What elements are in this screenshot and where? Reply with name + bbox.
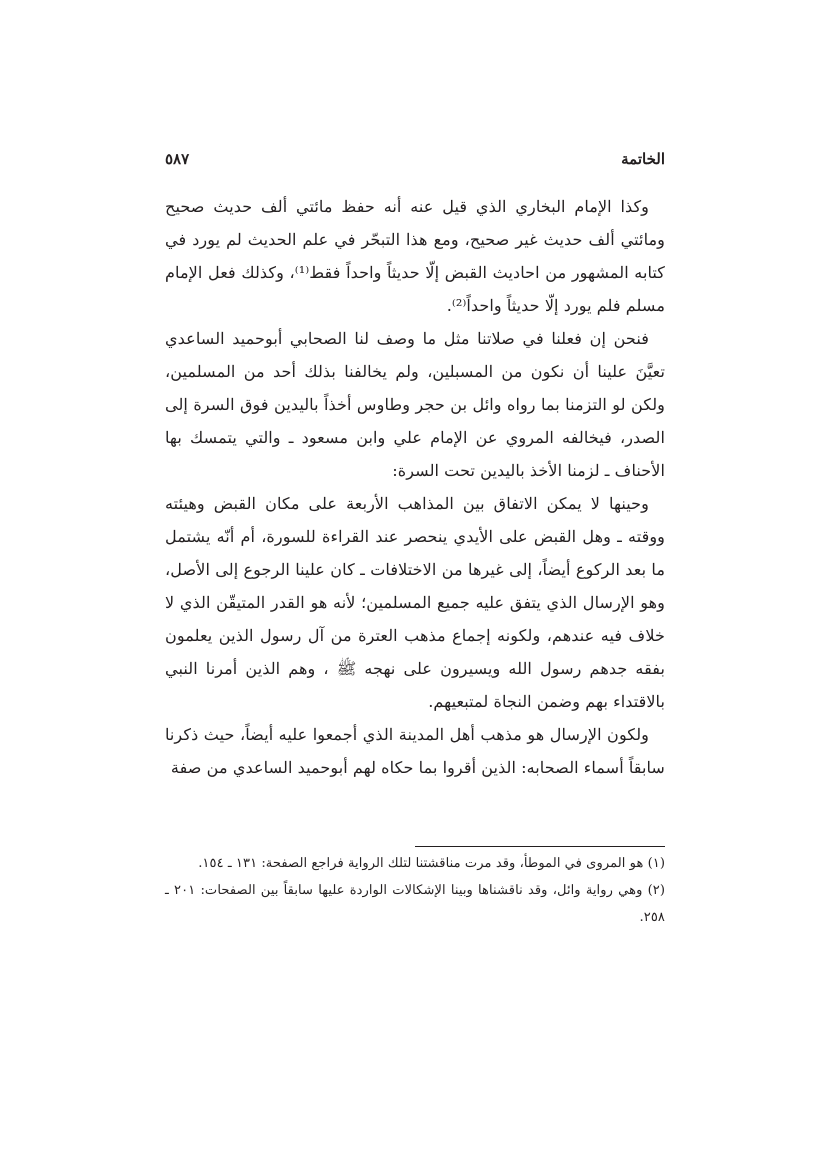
running-header (165, 150, 665, 180)
paragraph: وكذا الإمام البخاري الذي قيل عنه أنه حفظ مائتي ألف حديث صحيح ومائتي ألف حديث غير صحيح، ومع هذا التبحّر في علم الحديث لم يورد في كتابه المشهور من احاديث القبض إلّا حديثاً واحداً فقط⁽¹⁾، وكذلك فعل الإمام مسلم فلم يورد إلّا حديثاً واحداً⁽²⁾. (165, 197, 665, 315)
footnote: (١) هو المروى في الموطأ، وقد مرت مناقشتنا لتلك الرواية فراجع الصفحة: ١٣١ ـ ١٥٤. (198, 856, 665, 871)
page (165, 150, 665, 784)
body-text (165, 190, 665, 784)
paragraph: فنحن إن فعلنا في صلاتنا مثل ما وصف لنا الصحابي أبوحميد الساعدي تعيَّنَ علينا أن نكون من المسبلين، ولم يخالفنا بذلك أحد من المسلمين، ولكن لو التزمنا بما رواه وائل بن حجر وطاوس أخذاً باليدين فوق السرة إلى الصدر، فيخالفه المروي عن الإمام علي وابن مسعود ـ والتي يتمسك بها الأحناف ـ لزمنا الأخذ باليدين تحت السرة: (165, 329, 665, 480)
footnotes (165, 850, 665, 931)
paragraph: ولكون الإرسال هو مذهب أهل المدينة الذي أجمعوا عليه أيضاً، حيث ذكرنا سابقاً أسماء الصحابه: الذين أقروا بما حكاه لهم أبوحميد الساعدي من صفة (165, 725, 665, 777)
chapter-title: الخاتمة (621, 150, 665, 168)
page-number: ٥٨٧ (165, 150, 190, 168)
paragraph: وحينها لا يمكن الاتفاق بين المذاهب الأربعة على مكان القبض وهيئته ووقته ـ وهل القبض على الأيدي ينحصر عند القراءة للسورة، أم أنّه يشتمل ما بعد الركوع أيضاً، إلى غيرها من الاختلافات ـ كان علينا الرجوع إلى الأصل، وهو الإرسال الذي يتفق عليه جميع المسلمين؛ لأنه هو القدر المتيقّن الذي لا خلاف فيه عندهم، ولكونه إجماع مذهب العترة من آل رسول الذين يعلمون بفقه جدهم رسول الله ويسيرون على نهجه ﷺ ، وهم الذين أمرنا النبي بالاقتداء بهم وضمن النجاة لمتبعيهم. (165, 494, 665, 711)
footnote: (٢) وهي رواية وائل، وقد ناقشناها وبينا الإشكالات الواردة عليها سابقاً بين الصفحات: ٢٠١ ـ ٢٥٨. (165, 883, 666, 925)
footnote-separator (415, 846, 665, 847)
